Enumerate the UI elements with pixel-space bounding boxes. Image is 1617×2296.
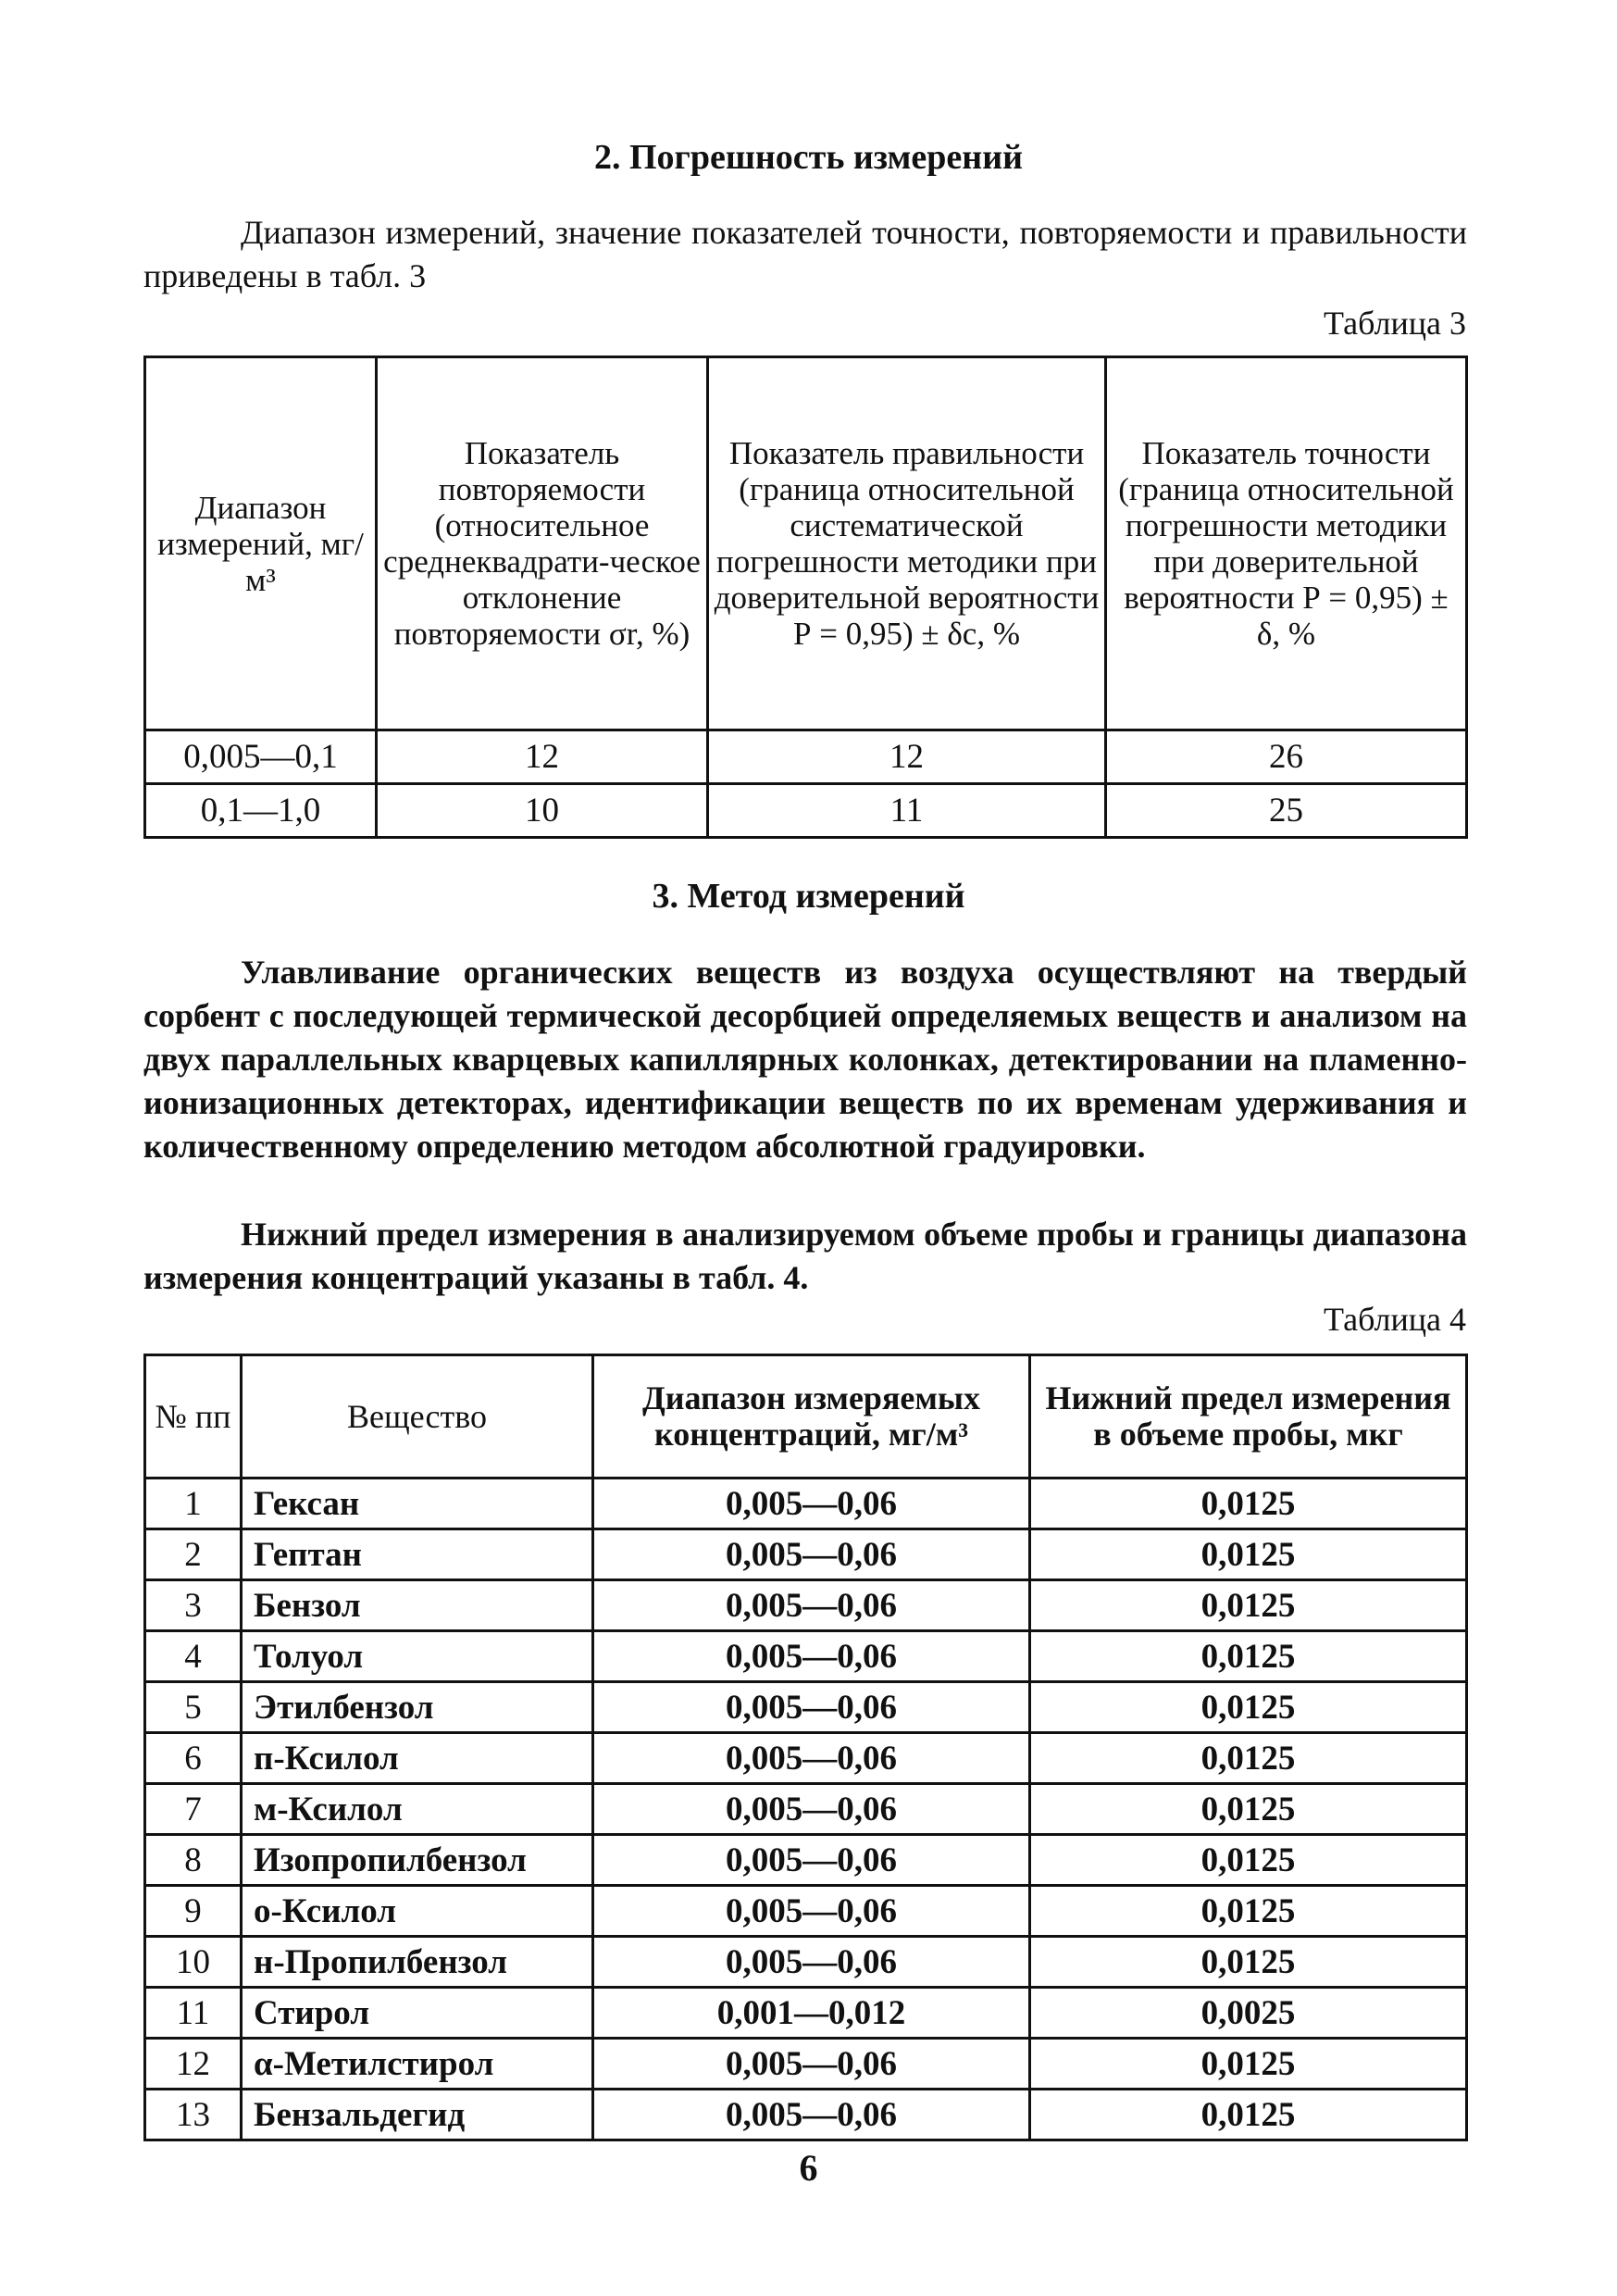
substance-cell: Изопропилбензол <box>242 1835 593 1886</box>
table-row <box>145 1631 1467 1682</box>
table-row <box>145 1580 1467 1631</box>
table-4-header-row <box>145 1355 1467 1479</box>
table-cell: 0,005—0,06 <box>593 1631 1030 1682</box>
table-4-header-cell: Нижний предел измерения в объеме пробы, мкг <box>1030 1355 1467 1479</box>
table-cell: 2 <box>145 1529 242 1580</box>
table-cell: 0,005—0,06 <box>593 1835 1030 1886</box>
table-cell: 0,0125 <box>1030 2090 1467 2140</box>
table-cell: 12 <box>708 730 1106 784</box>
table-row <box>145 1988 1467 2039</box>
substance-cell: Этилбензол <box>242 1682 593 1733</box>
page-number: 6 <box>799 2147 818 2189</box>
table-3 <box>143 356 1468 839</box>
table-cell: 3 <box>145 1580 242 1631</box>
table-cell: 4 <box>145 1631 242 1682</box>
table-cell: 0,005—0,06 <box>593 2039 1030 2090</box>
table-cell: 10 <box>377 784 708 838</box>
table-cell: 0,0125 <box>1030 1784 1467 1835</box>
substance-cell: п-Ксилол <box>242 1733 593 1784</box>
section-2-heading: 2. Погрешность измерений <box>594 138 1023 177</box>
section-3-heading: 3. Метод измерений <box>652 877 965 916</box>
table-cell: 10 <box>145 1937 242 1988</box>
table-cell: 0,001—0,012 <box>593 1988 1030 2039</box>
table-3-header-cell: Показатель правильности (граница относительной систематической погрешности методики при доверительной вероятности Р = 0,95) ± δс, % <box>708 357 1106 730</box>
table-cell: 12 <box>377 730 708 784</box>
substance-cell: Бензол <box>242 1580 593 1631</box>
table-cell: 11 <box>145 1988 242 2039</box>
substance-cell: Бензальдегид <box>242 2090 593 2140</box>
substance-cell: н-Пропилбензол <box>242 1937 593 1988</box>
section-3-paragraph-2: Нижний предел измерения в анализируемом объеме пробы и границы диапазона измерения концентраций указаны в табл. 4. <box>143 1216 1467 1296</box>
section-2-paragraph: Диапазон измерений, значение показателей точности, повторяемости и правильности приведены в табл. 3 <box>143 214 1467 294</box>
table-cell: 0,005—0,06 <box>593 1937 1030 1988</box>
table-cell: 0,0125 <box>1030 1529 1467 1580</box>
table-row <box>145 1682 1467 1733</box>
table-cell: 0,0125 <box>1030 1733 1467 1784</box>
table-row <box>145 1529 1467 1580</box>
table-cell: 0,005—0,06 <box>593 1580 1030 1631</box>
substance-cell: о-Ксилол <box>242 1886 593 1937</box>
table-cell: 0,005—0,06 <box>593 2090 1030 2140</box>
table-row <box>145 2090 1467 2140</box>
table-cell: 0,005—0,06 <box>593 1479 1030 1529</box>
table-cell: 0,005—0,1 <box>145 730 377 784</box>
substance-cell: м-Ксилол <box>242 1784 593 1835</box>
table-cell: 0,0125 <box>1030 1886 1467 1937</box>
section-3-paragraph-1: Улавливание органических веществ из воздуха осуществляют на твердый сорбент с последующей термической десорбцией определяемых веществ и анализом на двух параллельных кварцевых капиллярных колонках, детектировании на пламенно-ионизационных детекторах, идентификации веществ по их временам удерживания и количественному определению методом абсолютной градуировки. <box>143 954 1467 1165</box>
substance-cell: Толуол <box>242 1631 593 1682</box>
table-cell: 0,0025 <box>1030 1988 1467 2039</box>
table-row <box>145 1886 1467 1937</box>
table-3-header-row <box>145 357 1467 730</box>
table-cell: 7 <box>145 1784 242 1835</box>
table-4 <box>143 1354 1468 2141</box>
substance-cell: Гексан <box>242 1479 593 1529</box>
substance-cell: Стирол <box>242 1988 593 2039</box>
table-4-caption: Таблица 4 <box>1324 1301 1466 1338</box>
table-row <box>145 1479 1467 1529</box>
table-4-header-cell: Диапазон измеряемых концентраций, мг/м³ <box>593 1355 1030 1479</box>
table-3-header-cell: Показатель точности (граница относительной погрешности методики при доверительной вероятности Р = 0,95) ± δ, % <box>1106 357 1467 730</box>
table-3-header-cell: Показатель повторяемости (относительное среднеквадрати-ческое отклонение повторяемости σr, %) <box>377 357 708 730</box>
table-cell: 0,0125 <box>1030 1580 1467 1631</box>
table-cell: 26 <box>1106 730 1467 784</box>
table-cell: 12 <box>145 2039 242 2090</box>
table-row <box>145 1733 1467 1784</box>
table-cell: 9 <box>145 1886 242 1937</box>
table-cell: 0,005—0,06 <box>593 1784 1030 1835</box>
table-cell: 0,005—0,06 <box>593 1886 1030 1937</box>
table-cell: 0,0125 <box>1030 1631 1467 1682</box>
substance-cell: Гептан <box>242 1529 593 1580</box>
table-cell: 5 <box>145 1682 242 1733</box>
substance-cell: α-Метилстирол <box>242 2039 593 2090</box>
table-cell: 0,0125 <box>1030 2039 1467 2090</box>
table-3-caption: Таблица 3 <box>1324 305 1466 342</box>
table-cell: 0,005—0,06 <box>593 1529 1030 1580</box>
table-row <box>145 1937 1467 1988</box>
table-cell: 25 <box>1106 784 1467 838</box>
table-cell: 0,0125 <box>1030 1835 1467 1886</box>
table-row <box>145 1835 1467 1886</box>
table-3-header-cell: Диапазон измерений, мг/м³ <box>145 357 377 730</box>
table-cell: 0,005—0,06 <box>593 1682 1030 1733</box>
table-cell: 0,1—1,0 <box>145 784 377 838</box>
table-4-header-cell: Вещество <box>242 1355 593 1479</box>
table-cell: 0,0125 <box>1030 1682 1467 1733</box>
table-row <box>145 1784 1467 1835</box>
table-cell: 11 <box>708 784 1106 838</box>
table-cell: 0,005—0,06 <box>593 1733 1030 1784</box>
table-cell: 0,0125 <box>1030 1937 1467 1988</box>
table-row <box>145 2039 1467 2090</box>
table-row <box>145 730 1467 784</box>
table-4-header-cell: № пп <box>145 1355 242 1479</box>
table-cell: 13 <box>145 2090 242 2140</box>
table-cell: 8 <box>145 1835 242 1886</box>
table-row <box>145 784 1467 838</box>
table-cell: 0,0125 <box>1030 1479 1467 1529</box>
table-cell: 1 <box>145 1479 242 1529</box>
table-cell: 6 <box>145 1733 242 1784</box>
